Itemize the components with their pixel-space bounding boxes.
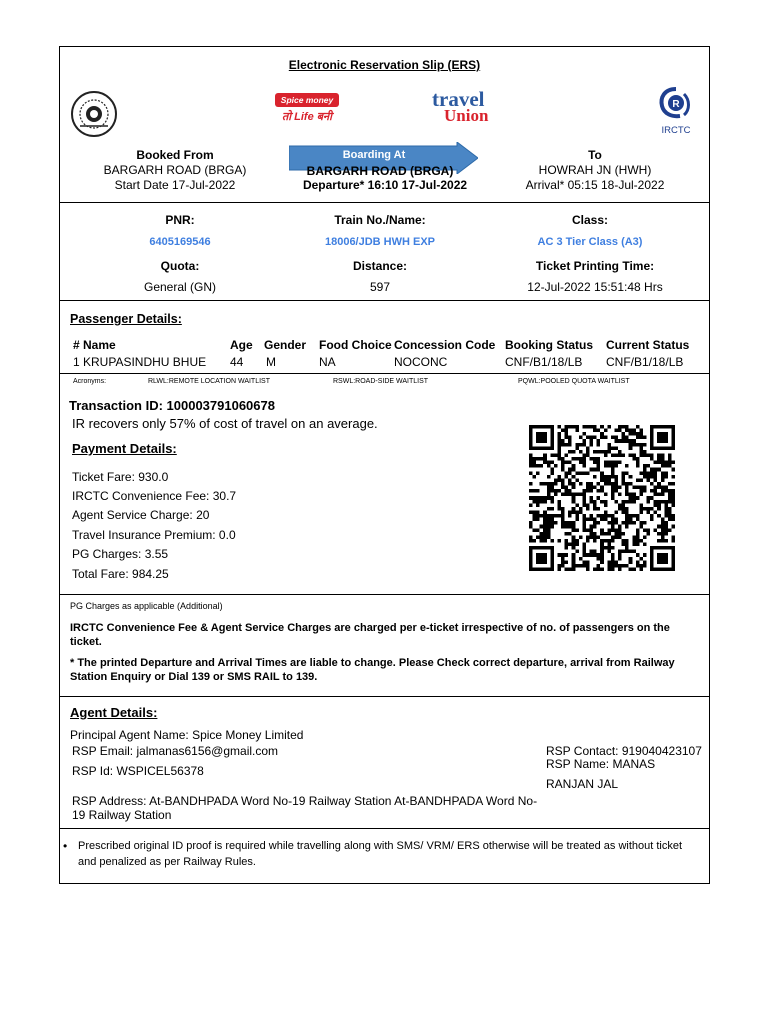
booked-from-label: Booked From — [136, 148, 214, 162]
rsp-name-cont: RANJAN JAL — [546, 777, 619, 791]
start-date: Start Date 17-Jul-2022 — [114, 178, 236, 192]
passenger-concession: NOCONC — [394, 355, 448, 369]
class-label: Class: — [571, 213, 609, 227]
pnr-value: 6405169546 — [149, 236, 211, 248]
to-station: HOWRAH JN (HWH) — [538, 163, 652, 177]
acronym-rswl: RSWL:ROAD-SIDE WAITLIST — [333, 378, 429, 385]
train-label: Train No./Name: — [334, 213, 426, 227]
fee-note: IRCTC Convenience Fee & Agent Service Charges are charged per e-ticket irrespective of no. of passengers on the ticket. — [70, 622, 670, 648]
qr-code-icon — [529, 422, 675, 574]
print-time-value: 12-Jul-2022 15:51:48 Hrs — [527, 280, 663, 294]
payment-line: PG Charges: 3.55 — [72, 547, 169, 561]
divider — [59, 696, 710, 697]
payment-line: Agent Service Charge: 20 — [72, 508, 210, 522]
payment-line: IRCTC Convenience Fee: 30.7 — [72, 489, 237, 503]
col-header: Booking Status — [505, 338, 594, 352]
quota-label: Quota: — [160, 259, 200, 273]
distance-label: Distance: — [352, 259, 408, 273]
svg-text:R: R — [672, 99, 680, 110]
col-header: Concession Code — [394, 338, 496, 352]
rsp-email: RSP Email: jalmanas6156@gmail.com — [72, 744, 279, 758]
rsp-address: RSP Address: At-BANDHPADA Word No-19 Railway Station At-BANDHPADA Word No-19 Railway Station — [72, 794, 538, 822]
divider — [59, 373, 710, 374]
pg-note: PG Charges as applicable (Additional) — [70, 601, 223, 611]
payment-line: Total Fare: 984.25 — [72, 567, 169, 581]
acronyms-label: Acronyms: — [73, 378, 107, 385]
print-time-label: Ticket Printing Time: — [535, 259, 655, 273]
principal-agent: Principal Agent Name: Spice Money Limited — [70, 728, 304, 742]
agent-heading: Agent Details: — [70, 705, 158, 720]
pnr-label: PNR: — [165, 213, 195, 227]
acronym-pqwl: PQWL:POOLED QUOTA WAITLIST — [518, 378, 630, 385]
travel-union-logo: travel Union — [432, 87, 489, 125]
col-header: Gender — [264, 338, 307, 352]
col-header: Current Status — [606, 338, 690, 352]
bullet-icon: • — [63, 839, 68, 853]
passenger-booking-status: CNF/B1/18/LB — [505, 355, 583, 369]
departure-time: Departure* 16:10 17-Jul-2022 — [302, 178, 468, 192]
railway-seal-logo — [70, 90, 118, 138]
times-note: * The printed Departure and Arrival Times are liable to change. Please Check correct departure, arrival from Railway Station Enquiry or Dial 139 or SMS RAIL to 139. — [70, 657, 675, 683]
boarding-station: BARGARH ROAD (BRGA) — [306, 164, 454, 178]
divider — [59, 202, 710, 203]
arrival-time: Arrival* 05:15 18-Jul-2022 — [525, 178, 665, 192]
class-value: AC 3 Tier Class (A3) — [537, 236, 643, 248]
payment-heading: Payment Details: — [72, 441, 177, 456]
col-header: Age — [230, 338, 253, 352]
divider — [59, 300, 710, 301]
spice-money-logo: Spice money तो Life बनी — [275, 93, 339, 129]
id-proof-note: Prescribed original ID proof is required while travelling along with SMS/ VRM/ ERS otherwise will be treated as without ticket and penalized as per Railway Rules. — [78, 840, 683, 868]
passenger-name: 1 KRUPASINDHU BHUE — [73, 355, 207, 369]
rsp-contact: RSP Contact: 919040423107 — [546, 744, 702, 758]
rsp-name: RSP Name: MANAS — [546, 757, 656, 771]
passenger-heading: Passenger Details: — [70, 312, 182, 326]
divider — [59, 828, 710, 829]
passenger-food: NA — [319, 355, 336, 369]
col-header: Food Choice — [319, 338, 392, 352]
transaction-id: Transaction ID: 100003791060678 — [69, 398, 275, 413]
train-value: 18006/JDB HWH EXP — [324, 236, 436, 248]
irctc-logo: R IRCTC — [656, 86, 696, 136]
payment-line: Ticket Fare: 930.0 — [72, 470, 169, 484]
payment-line: Travel Insurance Premium: 0.0 — [72, 528, 236, 542]
rsp-id: RSP Id: WSPICEL56378 — [72, 764, 204, 778]
passenger-age: 44 — [230, 355, 244, 369]
from-station: BARGARH ROAD (BRGA) — [103, 163, 247, 177]
passenger-gender: M — [266, 355, 276, 369]
distance-value: 597 — [369, 280, 391, 294]
to-label: To — [588, 148, 602, 162]
quota-value: General (GN) — [143, 280, 217, 294]
acronym-rlwl: RLWL:REMOTE LOCATION WAITLIST — [148, 378, 270, 385]
boarding-at-label: Boarding At — [342, 149, 406, 161]
ir-recovery-note: IR recovers only 57% of cost of travel on an average. — [72, 416, 378, 431]
divider — [59, 594, 710, 595]
col-header: # Name — [73, 338, 116, 352]
page-title: Electronic Reservation Slip (ERS) — [288, 58, 481, 72]
passenger-current-status: CNF/B1/18/LB — [606, 355, 684, 369]
